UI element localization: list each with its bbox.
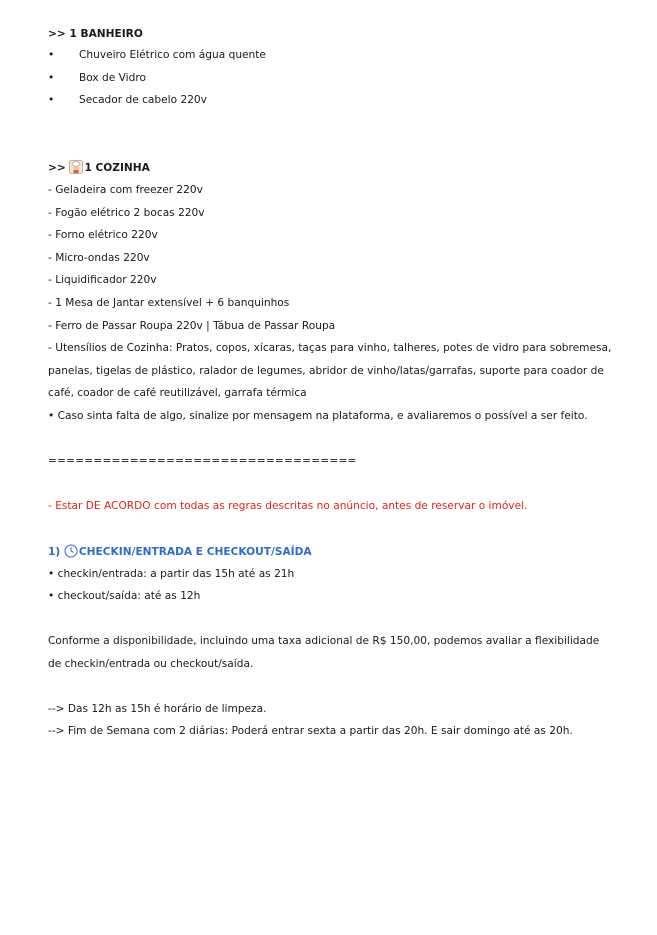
checkout-text: • checkout/saída: até as 12h (48, 590, 201, 602)
clock-icon (64, 544, 78, 562)
banheiro-heading: >> 1 BANHEIRO (48, 28, 143, 40)
heading-prefix: >> (48, 162, 70, 174)
utensilios-line: panelas, tigelas de plástico, ralador de legumes, abridor de vinho/latas/garrafas, suporte para coador de (48, 365, 604, 377)
availability-line: de checkin/entrada ou checkout/saída. (48, 658, 254, 670)
list-item-text: Box de Vidro (79, 72, 146, 84)
list-item: - Fogão elétrico 2 bocas 220v (48, 207, 205, 219)
list-item: - Ferro de Passar Roupa 220v | Tábua de Passar Roupa (48, 320, 336, 332)
cozinha-heading (48, 160, 150, 178)
weekend-text: --> Fim de Semana com 2 diárias: Poderá entrar sexta a partir das 20h. E sair domingo até as 20h. (48, 725, 573, 737)
bullet-dot: • (48, 94, 55, 106)
cooking-icon (69, 160, 83, 178)
list-item: - Geladeira com freezer 220v (48, 184, 203, 196)
list-item-text: Chuveiro Elétrico com água quente (79, 49, 266, 61)
heading-label: CHECKIN/ENTRADA E CHECKOUT/SAÍDA (78, 546, 312, 558)
list-item: - Forno elétrico 220v (48, 229, 158, 241)
list-item: - 1 Mesa de Jantar extensível + 6 banquinhos (48, 297, 290, 309)
heading-prefix: 1) (48, 546, 64, 558)
cleaning-text: --> Das 12h as 15h é horário de limpeza. (48, 703, 267, 715)
heading-label: 1 COZINHA (84, 162, 150, 174)
warning-text: - Estar DE ACORDO com todas as regras descritas no anúncio, antes de reservar o imóvel. (48, 500, 528, 512)
checkin-text: • checkin/entrada: a partir das 15h até as 21h (48, 568, 295, 580)
checkin-heading (48, 544, 312, 562)
list-item: - Liquidificador 220v (48, 274, 157, 286)
utensilios-line: - Utensílios de Cozinha: Pratos, copos, xícaras, taças para vinho, talheres, potes de vidro para sobremesa, (48, 342, 612, 354)
availability-line: Conforme a disponibilidade, incluindo uma taxa adicional de R$ 150,00, podemos avaliar a flexibilidade (48, 635, 600, 647)
list-item-text: Secador de cabelo 220v (79, 94, 207, 106)
cozinha-note: • Caso sinta falta de algo, sinalize por mensagem na plataforma, e avaliaremos o possível a ser feito. (48, 410, 588, 422)
separator: ================================== (48, 455, 357, 467)
bullet-dot: • (48, 72, 55, 84)
utensilios-line: café, coador de café reutilizável, garrafa térmica (48, 387, 307, 399)
bullet-dot: • (48, 49, 55, 61)
list-item: - Micro-ondas 220v (48, 252, 150, 264)
